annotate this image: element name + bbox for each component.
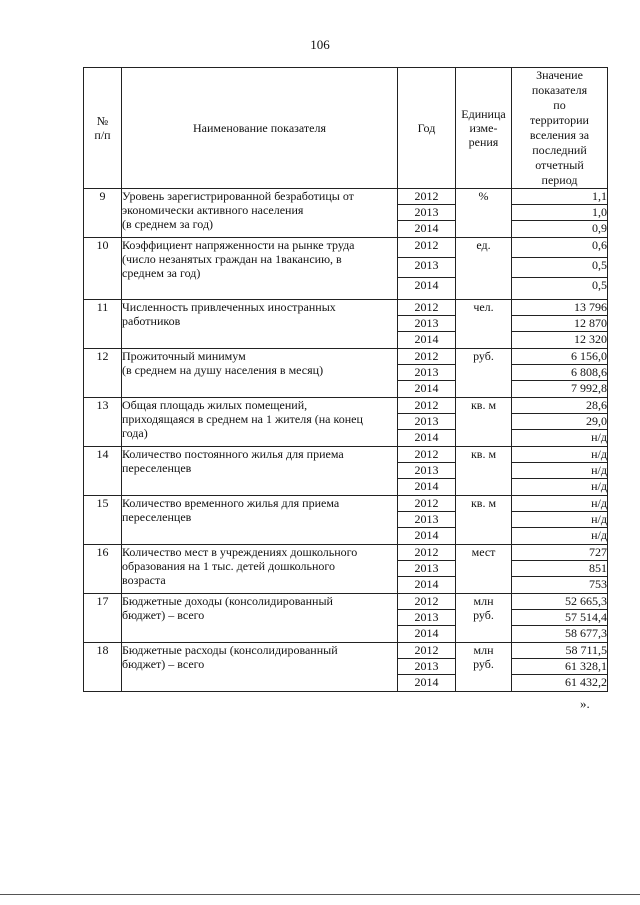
row-number: 17: [84, 594, 122, 643]
indicator-name: Количество мест в учреждениях дошкольного образования на 1 тыс. детей дошкольного возраста: [122, 545, 398, 594]
value-cell: 0,6: [512, 238, 608, 258]
year-cell: 2013: [398, 610, 456, 626]
row-number: 12: [84, 349, 122, 398]
unit-cell: мест: [456, 545, 512, 594]
year-cell: 2013: [398, 316, 456, 332]
year-cell: 2014: [398, 675, 456, 692]
year-cell: 2012: [398, 447, 456, 463]
value-cell: н/д: [512, 447, 608, 463]
year-cell: 2012: [398, 643, 456, 659]
year-cell: 2012: [398, 238, 456, 258]
year-cell: 2013: [398, 463, 456, 479]
year-cell: 2012: [398, 300, 456, 316]
year-cell: 2014: [398, 430, 456, 447]
indicator-name: Бюджетные расходы (консолидированный бюджет) – всего: [122, 643, 398, 692]
table-header-row: [84, 68, 608, 189]
value-cell: н/д: [512, 479, 608, 496]
year-cell: 2013: [398, 561, 456, 577]
value-cell: 0,5: [512, 278, 608, 300]
year-cell: 2014: [398, 278, 456, 300]
table-row: [84, 496, 608, 512]
row-number: 13: [84, 398, 122, 447]
table-row: [84, 300, 608, 316]
table-row: [84, 238, 608, 258]
header-unit: Единица изме- рения: [456, 68, 512, 189]
year-cell: 2012: [398, 545, 456, 561]
unit-cell: кв. м: [456, 398, 512, 447]
value-cell: 0,9: [512, 221, 608, 238]
value-cell: н/д: [512, 528, 608, 545]
indicator-name: Численность привлеченных иностранных работников: [122, 300, 398, 349]
page-number: 106: [310, 37, 330, 52]
value-cell: 13 796: [512, 300, 608, 316]
year-cell: 2014: [398, 479, 456, 496]
value-cell: 12 320: [512, 332, 608, 349]
value-cell: 6 808,6: [512, 365, 608, 381]
year-cell: 2013: [398, 512, 456, 528]
row-number: 18: [84, 643, 122, 692]
bottom-rule: [0, 894, 640, 895]
table-row: [84, 398, 608, 414]
table-row: [84, 545, 608, 561]
indicator-name: Коэффициент напряженности на рынке труда (число незанятых граждан на 1вакансию, в среднем за год): [122, 238, 398, 300]
row-number: 11: [84, 300, 122, 349]
year-cell: 2012: [398, 496, 456, 512]
row-number: 14: [84, 447, 122, 496]
year-cell: 2013: [398, 365, 456, 381]
header-value: Значение показателя по территории вселения за последний отчетный период: [512, 68, 608, 189]
year-cell: 2012: [398, 189, 456, 205]
indicator-name: Бюджетные доходы (консолидированный бюджет) – всего: [122, 594, 398, 643]
table-row: [84, 447, 608, 463]
row-number: 16: [84, 545, 122, 594]
year-cell: 2014: [398, 577, 456, 594]
row-number: 10: [84, 238, 122, 300]
year-cell: 2014: [398, 221, 456, 238]
unit-cell: кв. м: [456, 447, 512, 496]
header-year: Год: [398, 68, 456, 189]
year-cell: 2014: [398, 381, 456, 398]
year-cell: 2012: [398, 398, 456, 414]
indicator-name: Количество временного жилья для приема переселенцев: [122, 496, 398, 545]
value-cell: 6 156,0: [512, 349, 608, 365]
value-cell: 753: [512, 577, 608, 594]
value-cell: 61 328,1: [512, 659, 608, 675]
unit-cell: чел.: [456, 300, 512, 349]
value-cell: 58 711,5: [512, 643, 608, 659]
indicator-name: Общая площадь жилых помещений, приходящаяся в среднем на 1 жителя (на конец года): [122, 398, 398, 447]
year-cell: 2013: [398, 258, 456, 278]
value-cell: 12 870: [512, 316, 608, 332]
year-cell: 2014: [398, 626, 456, 643]
indicators-table: [83, 67, 608, 692]
unit-cell: кв. м: [456, 496, 512, 545]
value-cell: 727: [512, 545, 608, 561]
year-cell: 2013: [398, 205, 456, 221]
value-cell: 1,0: [512, 205, 608, 221]
unit-cell: млн руб.: [456, 643, 512, 692]
header-name: Наименование показателя: [122, 68, 398, 189]
indicator-name: Уровень зарегистрированной безработицы от экономически активного населения (в среднем за год): [122, 189, 398, 238]
value-cell: 851: [512, 561, 608, 577]
value-cell: 57 514,4: [512, 610, 608, 626]
table-body: [84, 189, 608, 692]
value-cell: 29,0: [512, 414, 608, 430]
unit-cell: руб.: [456, 349, 512, 398]
value-cell: 28,6: [512, 398, 608, 414]
value-cell: 61 432,2: [512, 675, 608, 692]
row-number: 15: [84, 496, 122, 545]
unit-cell: %: [456, 189, 512, 238]
year-cell: 2014: [398, 332, 456, 349]
year-cell: 2012: [398, 349, 456, 365]
value-cell: 0,5: [512, 258, 608, 278]
row-number: 9: [84, 189, 122, 238]
table-row: [84, 643, 608, 659]
value-cell: 1,1: [512, 189, 608, 205]
header-num: № п/п: [84, 68, 122, 189]
value-cell: 7 992,8: [512, 381, 608, 398]
unit-cell: млн руб.: [456, 594, 512, 643]
indicator-name: Количество постоянного жилья для приема переселенцев: [122, 447, 398, 496]
year-cell: 2012: [398, 594, 456, 610]
value-cell: н/д: [512, 463, 608, 479]
table-row: [84, 349, 608, 365]
value-cell: н/д: [512, 496, 608, 512]
value-cell: н/д: [512, 512, 608, 528]
value-cell: н/д: [512, 430, 608, 447]
year-cell: 2013: [398, 659, 456, 675]
value-cell: 52 665,3: [512, 594, 608, 610]
year-cell: 2014: [398, 528, 456, 545]
table-row: [84, 594, 608, 610]
table-row: [84, 189, 608, 205]
value-cell: 58 677,3: [512, 626, 608, 643]
closing-quote: ».: [580, 696, 590, 711]
year-cell: 2013: [398, 414, 456, 430]
indicator-name: Прожиточный минимум (в среднем на душу населения в месяц): [122, 349, 398, 398]
unit-cell: ед.: [456, 238, 512, 300]
